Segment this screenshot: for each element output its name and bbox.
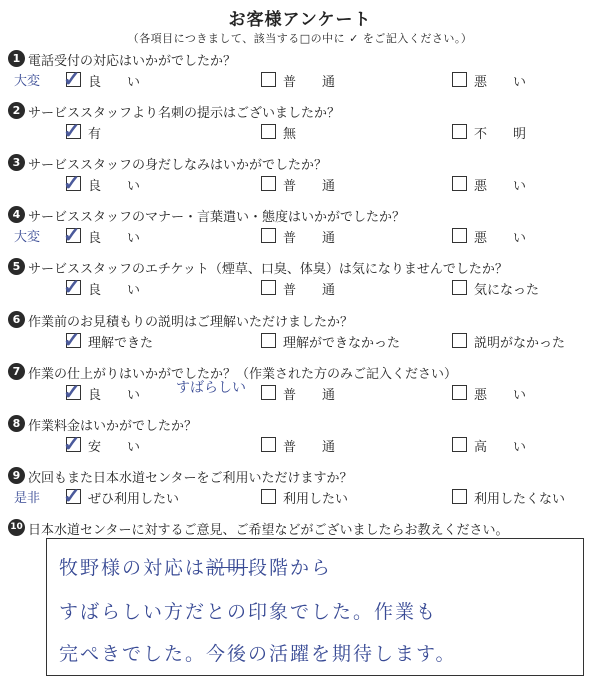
- question-number: 1: [8, 50, 25, 67]
- comment-line-1: [59, 553, 332, 580]
- question-number: 8: [8, 415, 25, 432]
- option-label: 普 通: [283, 179, 336, 195]
- inline-handwritten-note: すばらしい: [176, 379, 246, 396]
- checkbox[interactable]: [452, 437, 467, 452]
- option-label: 悪 い: [474, 75, 527, 90]
- checkmark-icon: ✓: [63, 66, 81, 91]
- option-label: 普 通: [283, 439, 336, 455]
- question-number: 2: [8, 102, 25, 119]
- question-4: [6, 206, 594, 258]
- option-label: 利用したくない: [474, 491, 566, 507]
- page-subtitle: （各項目につきまして、該当する□の中に ✓ をご記入ください。）: [127, 32, 473, 45]
- question-text: 作業前のお見積もりの説明はご理解いただけましたか？: [28, 314, 354, 330]
- option-label: 悪 い: [474, 387, 527, 403]
- checkbox[interactable]: [261, 228, 276, 243]
- checkmark-icon: ✓: [63, 482, 81, 508]
- option-label: 普 通: [283, 387, 336, 403]
- comment-line-3: 完ぺきでした。今後の活躍を期待します。: [59, 643, 457, 665]
- option-label: 無: [283, 127, 297, 143]
- checkbox[interactable]: [261, 333, 276, 348]
- comment-line-1b: 段階から: [248, 557, 333, 579]
- option-label: ぜひ利用したい: [88, 491, 180, 507]
- checkbox[interactable]: [452, 489, 467, 504]
- option-label: 安 い: [88, 439, 141, 455]
- option-label: 良 い: [88, 179, 141, 195]
- checkbox[interactable]: [261, 385, 276, 400]
- comment-line-1-strike: 説明: [206, 557, 249, 579]
- checkmark-icon: ✓: [63, 222, 81, 248]
- option-label: 理解ができなかった: [283, 335, 401, 351]
- checkbox[interactable]: [261, 124, 276, 139]
- comment-line-2: すばらしい方だとの印象でした。作業も: [59, 601, 438, 623]
- option-label: 良 い: [88, 231, 141, 247]
- question-number: 4: [8, 206, 25, 223]
- question-9: [6, 467, 594, 519]
- option-label: 普 通: [283, 75, 336, 90]
- question-text: 作業料金はいかがでしたか？: [28, 418, 198, 434]
- option-label: 不 明: [474, 127, 527, 143]
- question-3: [6, 154, 594, 206]
- question-text: サービススタッフより名刺の提示はございましたか？: [28, 106, 341, 122]
- option-label: 良 い: [88, 387, 141, 403]
- checkbox[interactable]: [452, 176, 467, 191]
- question-2: [6, 102, 594, 154]
- checkmark-icon: ✓: [63, 326, 81, 352]
- margin-handwritten-note: 大変: [14, 230, 41, 246]
- question-text: サービススタッフのエチケット（煙草、口臭、体臭）は気になりませんでしたか？: [28, 262, 508, 278]
- option-label: 利用したい: [283, 491, 349, 507]
- question-text: サービススタッフの身だしなみはいかがでしたか？: [28, 158, 328, 174]
- option-label: 有: [88, 127, 102, 143]
- checkbox[interactable]: [261, 176, 276, 191]
- question-number: 9: [8, 467, 25, 484]
- option-label: 気になった: [474, 283, 540, 299]
- option-label: 普 通: [283, 231, 336, 247]
- question-number: 6: [8, 311, 25, 328]
- margin-handwritten-note: 是非: [14, 490, 41, 506]
- checkmark-icon: ✓: [63, 118, 81, 144]
- checkbox[interactable]: [452, 333, 467, 348]
- question-text: 作業の仕上がりはいかがでしたか？（作業された方のみご記入ください）: [28, 366, 458, 382]
- option-label: 良 い: [88, 75, 141, 90]
- option-label: 悪 い: [474, 231, 527, 247]
- checkbox[interactable]: [452, 228, 467, 243]
- question-text: 次回もまた日本水道センターをご利用いただけますか？: [28, 470, 353, 486]
- option-label: 説明がなかった: [474, 335, 566, 351]
- checkbox[interactable]: [452, 72, 467, 87]
- question-text: サービススタッフのマナー・言葉遣い・態度はいかがでしたか？: [28, 210, 406, 226]
- question-number: 3: [8, 154, 25, 171]
- question-8: [6, 415, 594, 467]
- option-label: 悪 い: [474, 179, 527, 195]
- question-6: [6, 311, 594, 363]
- checkmark-icon: ✓: [63, 170, 81, 196]
- question-5: [6, 258, 594, 310]
- comment-question-text: 日本水道センターに対するご意見、ご希望などがございましたらお教えください。: [28, 523, 509, 538]
- question-1: [6, 50, 594, 102]
- option-label: 理解できた: [88, 335, 154, 351]
- checkmark-icon: ✓: [63, 274, 81, 300]
- checkbox[interactable]: [452, 280, 467, 295]
- checkbox[interactable]: [261, 437, 276, 452]
- comment-box[interactable]: [46, 538, 584, 676]
- question-number: 5: [8, 258, 25, 275]
- checkbox[interactable]: [261, 72, 276, 87]
- comment-line-1a: 牧野様の対応は: [59, 557, 207, 579]
- option-label: 高 い: [474, 439, 527, 455]
- checkbox[interactable]: [261, 280, 276, 295]
- option-label: 良 い: [88, 283, 141, 299]
- question-number: 7: [8, 363, 25, 380]
- checkmark-icon: ✓: [63, 430, 81, 456]
- checkmark-icon: ✓: [63, 378, 81, 404]
- question-text: 電話受付の対応はいかがでしたか？: [28, 54, 237, 69]
- checkbox[interactable]: [261, 489, 276, 504]
- question-number: 10: [8, 519, 25, 536]
- option-label: 普 通: [283, 283, 336, 299]
- checkbox[interactable]: [452, 124, 467, 139]
- page-title: お客様アンケート: [228, 10, 372, 30]
- checkbox[interactable]: [452, 385, 467, 400]
- question-7: [6, 363, 594, 415]
- margin-handwritten-note: 大変: [14, 74, 41, 89]
- survey-page: [6, 3, 594, 678]
